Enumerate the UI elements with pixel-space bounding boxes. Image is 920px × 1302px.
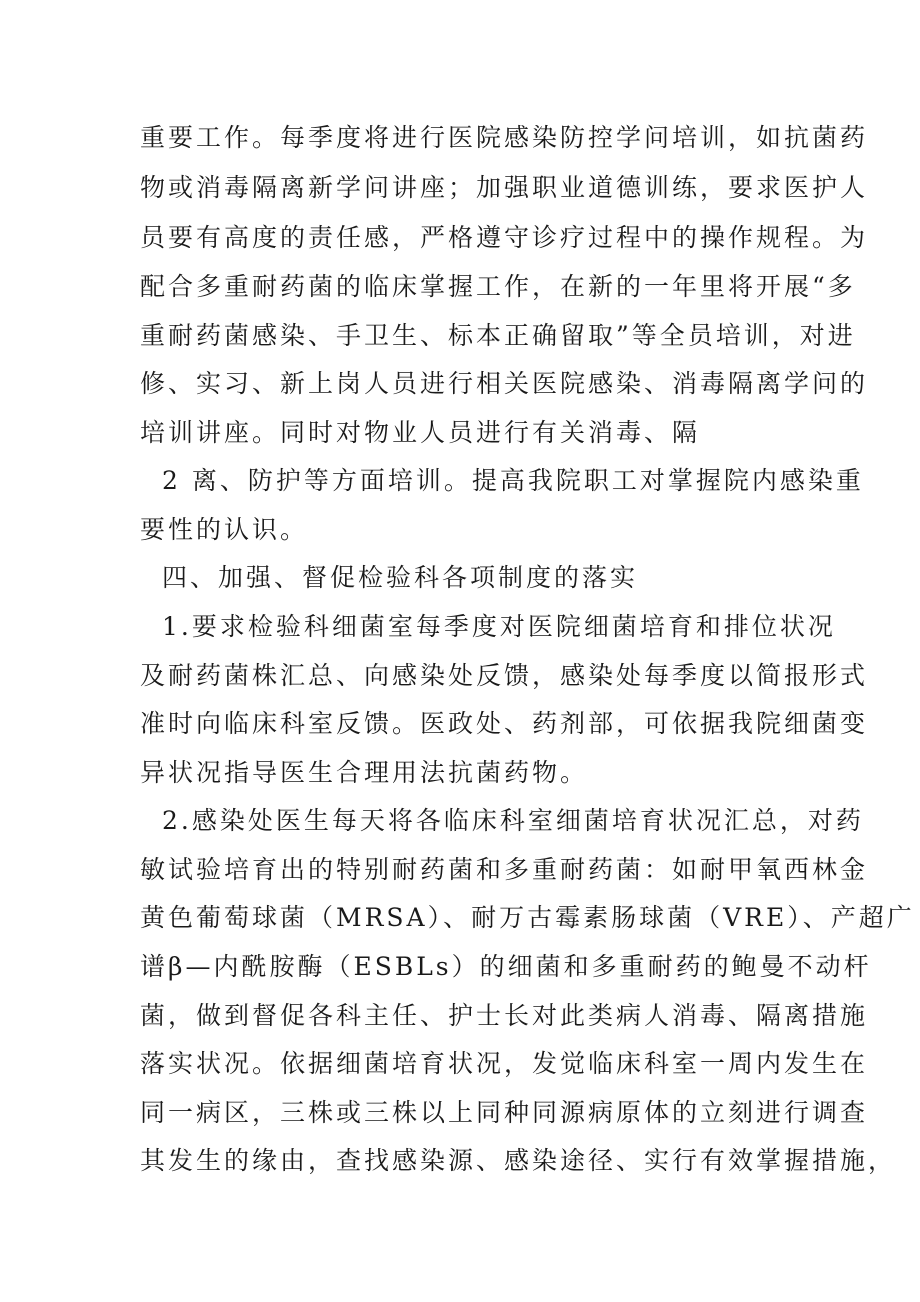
text-line: 培训讲座。同时对物业人员进行有关消毒、隔 [140,418,701,447]
text-line: 菌，做到督促各科主任、护士长对此类病人消毒、隔离措施 [140,1001,869,1030]
text-line: 修、实习、新上岗人员进行相关医院感染、消毒隔离学问的 [140,369,869,398]
text-line: 要性的认识。 [140,515,309,544]
text-line: 其发生的缘由，查找感染源、感染途径、实行有效掌握措施， [140,1146,897,1175]
text-line: 落实状况。依据细菌培育状况，发觉临床科室一周内发生在 [140,1049,869,1078]
text-line: 1.要求检验科细菌室每季度对医院细菌培育和排位状况 [162,612,836,641]
text-line: 准时向临床科室反馈。医政处、药剂部，可依据我院细菌变 [140,709,869,738]
text-line: 重耐药菌感染、手卫生、标本正确留取”等全员培训，对进 [140,321,856,350]
text-line: 异状况指导医生合理用法抗菌药物。 [140,758,589,787]
text-line: 员要有高度的责任感，严格遵守诊疗过程中的操作规程。为 [140,223,869,252]
text-line: 黄色葡萄球菌（MRSA）、耐万古霉素肠球菌（VRE）、产超广 [140,903,915,932]
text-line: 谱β—内酰胺酶（ESBLs）的细菌和多重耐药的鲍曼不动杆 [140,952,872,981]
text-line: 敏试验培育出的特别耐药菌和多重耐药菌：如耐甲氧西林金 [140,855,869,884]
text-line: 2 离、防护等方面培训。提高我院职工对掌握院内感染重 [162,466,864,495]
text-line: 配合多重耐药菌的临床掌握工作，在新的一年里将开展“多 [140,272,856,301]
text-line: 重要工作。每季度将进行医院感染防控学问培训，如抗菌药 [140,123,869,152]
text-line: 物或消毒隔离新学问讲座；加强职业道德训练，要求医护人 [140,173,869,202]
text-line: 2.感染处医生每天将各临床科室细菌培育状况汇总，对药 [162,806,864,835]
section-heading: 四、加强、督促检验科各项制度的落实 [162,563,639,592]
text-line: 同一病区，三株或三株以上同种同源病原体的立刻进行调查 [140,1098,869,1127]
text-line: 及耐药菌株汇总、向感染处反馈，感染处每季度以简报形式 [140,661,869,690]
